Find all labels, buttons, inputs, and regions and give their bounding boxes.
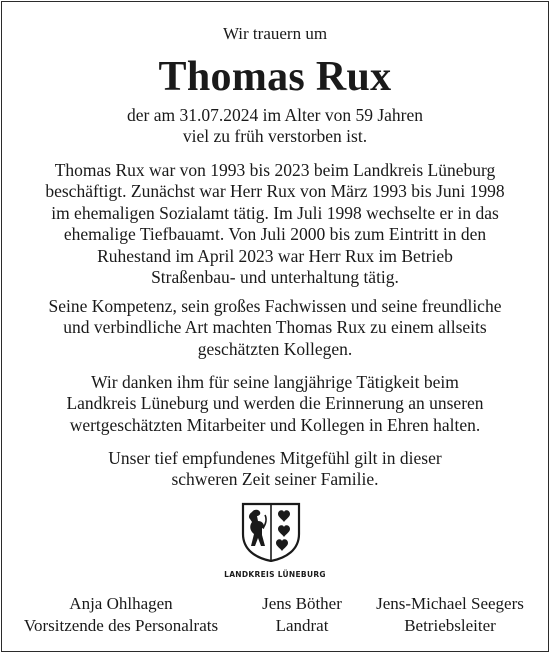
paragraph-line: Unser tief empfundenes Mitgefühl gilt in dieser: [108, 448, 442, 468]
paragraph-line: und verbindliche Art machten Thomas Rux zu einem allseits: [63, 317, 487, 338]
subtitle-line: der am 31.07.2024 im Alter von 59 Jahren: [127, 105, 423, 125]
signatory-role: Vorsitzende des Personalrats: [23, 616, 219, 635]
paragraph-character: [0, 296, 550, 360]
paragraph-line: beschäftigt. Zunächst war Herr Rux von März 1993 bis Juni 1998: [45, 181, 505, 202]
paragraph-line: im ehemaligen Sozialamt tätig. Im Juli 1998 wechselte er in das: [51, 202, 499, 223]
signatory-name: Anja Ohlhagen: [69, 594, 173, 613]
paragraph-line: Landkreis Lüneburg und werden die Erinnerung an unseren: [66, 393, 484, 414]
paragraph-career: [0, 160, 550, 288]
paragraph-condolence: [0, 448, 550, 491]
signatory-role: Betriebsleiter: [404, 616, 496, 635]
signatory-personalrat: [20, 593, 222, 637]
subtitle-line: viel zu früh verstorben ist.: [182, 126, 368, 146]
paragraph-line: Seine Kompetenz, sein großes Fachwissen und seine freundliche: [48, 296, 502, 316]
paragraph-line: Straßenbau- und unterhaltung tätig.: [151, 267, 399, 288]
signatory-role: Landrat: [275, 616, 329, 635]
logo-text: LANDKREIS LÜNEBURG: [224, 570, 326, 579]
intro-text: Wir trauern um: [222, 24, 328, 43]
signatory-name: Jens Böther: [262, 594, 342, 613]
coat-of-arms-icon: [240, 502, 302, 562]
paragraph-thanks: [0, 372, 550, 436]
paragraph-line: ehemalige Tiefbauamt. Von Juli 2000 bis zum Eintritt in den: [63, 224, 487, 245]
paragraph-line: wertgeschätzten Mitarbeiter und Kollegen in Ehren halten.: [69, 414, 481, 435]
paragraph-line: Thomas Rux war von 1993 bis 2023 beim Landkreis Lüneburg: [54, 160, 496, 180]
subtitle: [0, 105, 550, 147]
paragraph-line: Ruhestand im April 2023 war Herr Rux im Betrieb: [97, 245, 453, 266]
paragraph-line: geschätzten Kollegen.: [197, 338, 353, 359]
paragraph-line: Wir danken ihm für seine langjährige Tätigkeit beim: [91, 372, 459, 392]
signatory-landrat: [246, 593, 358, 637]
signatory-name: Jens-Michael Seegers: [376, 594, 524, 613]
signatory-betriebsleiter: [360, 593, 540, 637]
deceased-name: Thomas Rux: [158, 54, 392, 100]
paragraph-line: schweren Zeit seiner Familie.: [171, 469, 379, 490]
